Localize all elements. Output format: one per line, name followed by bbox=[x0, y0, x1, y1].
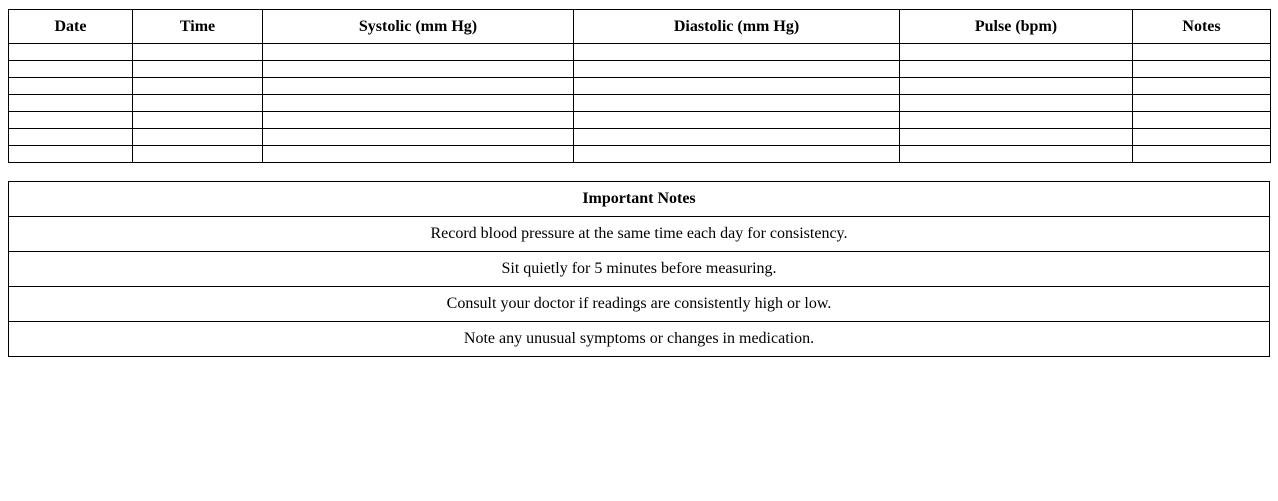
log-cell-systolic bbox=[263, 78, 574, 95]
table-row bbox=[9, 61, 1271, 78]
table-row bbox=[9, 112, 1271, 129]
log-cell-notes bbox=[1133, 95, 1271, 112]
log-cell-time bbox=[133, 129, 263, 146]
note-row bbox=[9, 217, 1270, 252]
log-cell-pulse bbox=[900, 78, 1133, 95]
log-cell-time bbox=[133, 95, 263, 112]
column-header-systolic: Systolic (mm Hg) bbox=[263, 10, 574, 44]
log-cell-notes bbox=[1133, 129, 1271, 146]
log-cell-notes bbox=[1133, 146, 1271, 163]
column-header-date: Date bbox=[9, 10, 133, 44]
log-cell-systolic bbox=[263, 61, 574, 78]
log-cell-pulse bbox=[900, 44, 1133, 61]
log-cell-notes bbox=[1133, 112, 1271, 129]
log-cell-diastolic bbox=[574, 129, 900, 146]
log-cell-notes bbox=[1133, 61, 1271, 78]
log-cell-notes bbox=[1133, 78, 1271, 95]
column-header-time: Time bbox=[133, 10, 263, 44]
log-cell-systolic bbox=[263, 146, 574, 163]
note-row bbox=[9, 287, 1270, 322]
log-cell-time bbox=[133, 61, 263, 78]
log-cell-pulse bbox=[900, 61, 1133, 78]
log-cell-date bbox=[9, 112, 133, 129]
log-cell-date bbox=[9, 61, 133, 78]
log-cell-pulse bbox=[900, 146, 1133, 163]
table-row bbox=[9, 95, 1271, 112]
column-header-pulse: Pulse (bpm) bbox=[900, 10, 1133, 44]
log-cell-systolic bbox=[263, 112, 574, 129]
log-cell-date bbox=[9, 129, 133, 146]
column-header-notes: Notes bbox=[1133, 10, 1271, 44]
log-cell-time bbox=[133, 78, 263, 95]
log-cell-systolic bbox=[263, 95, 574, 112]
notes-header-row bbox=[9, 182, 1270, 217]
log-header-row bbox=[9, 10, 1271, 44]
log-cell-diastolic bbox=[574, 61, 900, 78]
note-item: Record blood pressure at the same time each day for consistency. bbox=[9, 217, 1270, 252]
log-cell-diastolic bbox=[574, 78, 900, 95]
log-cell-pulse bbox=[900, 95, 1133, 112]
table-row bbox=[9, 44, 1271, 61]
table-row bbox=[9, 146, 1271, 163]
table-row bbox=[9, 129, 1271, 146]
log-cell-time bbox=[133, 44, 263, 61]
log-cell-diastolic bbox=[574, 146, 900, 163]
note-row bbox=[9, 322, 1270, 357]
log-cell-date bbox=[9, 78, 133, 95]
log-cell-diastolic bbox=[574, 95, 900, 112]
log-table-body bbox=[9, 44, 1271, 163]
log-cell-diastolic bbox=[574, 44, 900, 61]
note-row bbox=[9, 252, 1270, 287]
important-notes-table bbox=[8, 181, 1270, 357]
note-item: Note any unusual symptoms or changes in medication. bbox=[9, 322, 1270, 357]
log-cell-systolic bbox=[263, 44, 574, 61]
log-cell-date bbox=[9, 146, 133, 163]
column-header-diastolic: Diastolic (mm Hg) bbox=[574, 10, 900, 44]
blood-pressure-log-table bbox=[8, 9, 1271, 163]
notes-table-body bbox=[9, 217, 1270, 357]
note-item: Sit quietly for 5 minutes before measuring. bbox=[9, 252, 1270, 287]
log-cell-notes bbox=[1133, 44, 1271, 61]
log-cell-diastolic bbox=[574, 112, 900, 129]
log-cell-date bbox=[9, 44, 133, 61]
log-cell-time bbox=[133, 112, 263, 129]
table-row bbox=[9, 78, 1271, 95]
log-cell-pulse bbox=[900, 112, 1133, 129]
log-cell-time bbox=[133, 146, 263, 163]
log-cell-date bbox=[9, 95, 133, 112]
important-notes-title: Important Notes bbox=[9, 182, 1270, 217]
log-cell-pulse bbox=[900, 129, 1133, 146]
log-cell-systolic bbox=[263, 129, 574, 146]
note-item: Consult your doctor if readings are consistently high or low. bbox=[9, 287, 1270, 322]
